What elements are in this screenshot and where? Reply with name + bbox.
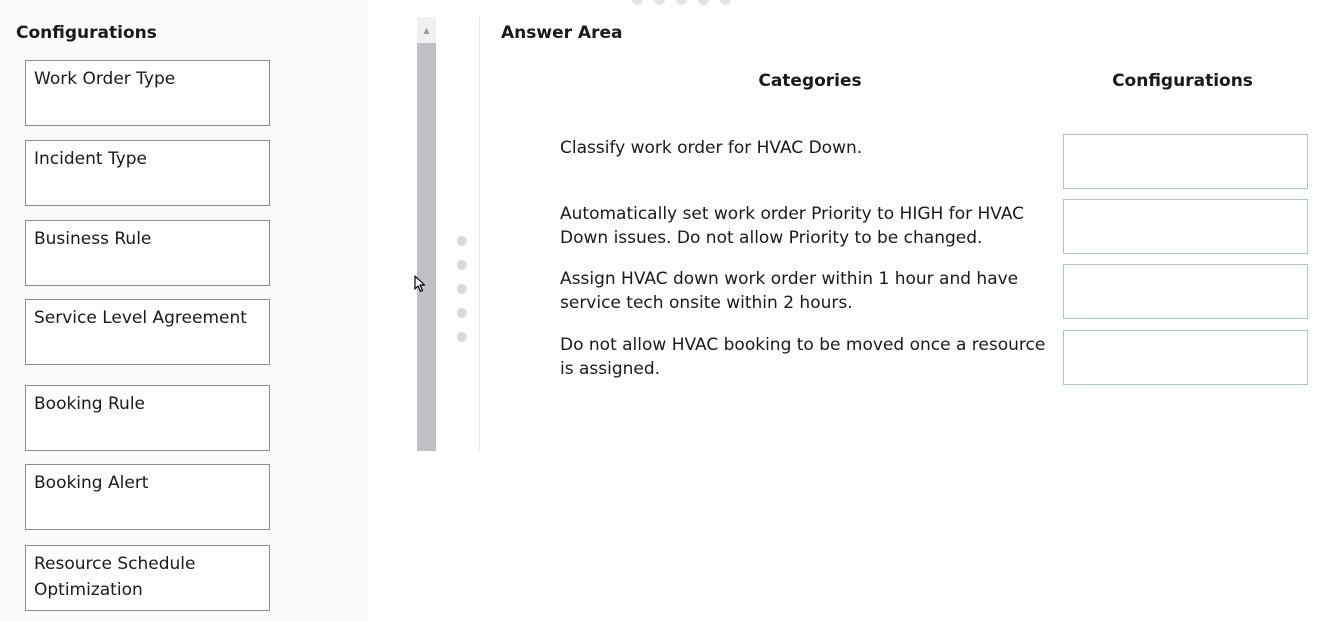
configurations-column-header: Configurations <box>1112 71 1253 91</box>
vertical-scrollbar[interactable] <box>417 17 436 451</box>
answer-drop-target[interactable] <box>1063 134 1308 189</box>
chevron-up-icon[interactable]: ▲ <box>423 25 430 35</box>
answer-drop-target[interactable] <box>1063 264 1308 319</box>
answer-drop-target[interactable] <box>1063 199 1308 254</box>
config-item-booking-alert[interactable]: Booking Alert <box>25 464 270 530</box>
category-text: Do not allow HVAC booking to be moved once a resource is assigned. <box>560 335 1046 379</box>
mouse-pointer-icon <box>414 275 426 293</box>
scrollbar-thumb[interactable] <box>417 43 436 451</box>
answer-area-title: Answer Area <box>501 23 623 43</box>
carousel-dot <box>632 0 643 5</box>
carousel-dots <box>632 0 731 5</box>
category-text: Assign HVAC down work order within 1 hour and have service tech onsite within 2 hours. <box>560 269 1019 313</box>
carousel-dot <box>720 0 731 5</box>
categories-column-header: Categories <box>758 71 862 91</box>
drag-handle-icon[interactable] <box>457 236 467 356</box>
config-item-resource-schedule-optimization[interactable]: Resource Schedule Optimization <box>25 545 270 611</box>
config-item-incident-type[interactable]: Incident Type <box>25 140 270 206</box>
carousel-dot <box>654 0 665 5</box>
category-text: Automatically set work order Priority to HIGH for HVAC Down issues. Do not allow Priority to be changed. <box>560 204 1025 248</box>
config-item-booking-rule[interactable]: Booking Rule <box>25 385 270 451</box>
configurations-title: Configurations <box>16 23 157 43</box>
answer-drop-target[interactable] <box>1063 330 1308 385</box>
panel-divider <box>479 17 480 451</box>
config-item-business-rule[interactable]: Business Rule <box>25 220 270 286</box>
config-item-work-order-type[interactable]: Work Order Type <box>25 60 270 126</box>
configurations-panel <box>0 0 368 621</box>
carousel-dot <box>698 0 709 5</box>
category-text: Classify work order for HVAC Down. <box>560 138 863 158</box>
config-item-service-level-agreement[interactable]: Service Level Agreement <box>25 299 270 365</box>
carousel-dot <box>676 0 687 5</box>
